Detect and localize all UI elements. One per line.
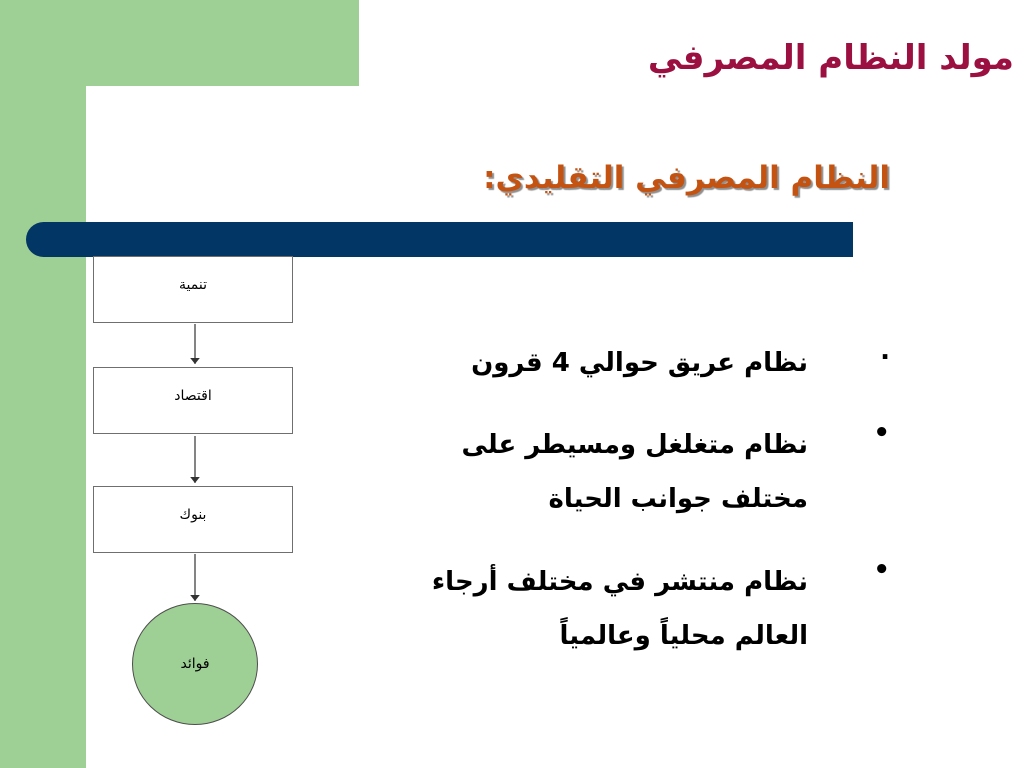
bullet-text — [388, 555, 808, 663]
flow-box-label: بنوك — [179, 506, 207, 523]
bullet-marker: . — [880, 336, 890, 366]
bullet-line: نظام متغلغل ومسيطر على — [461, 430, 808, 460]
bullet-line: نظام عريق حوالي 4 قرون — [471, 348, 808, 378]
slide-subtitle: النظام المصرفي التقليدي: — [483, 160, 890, 196]
bullet-line: نظام منتشر في مختلف أرجاء — [431, 567, 808, 597]
flow-box-label: تنمية — [179, 276, 207, 293]
bullet-line: مختلف جوانب الحياة — [548, 484, 808, 514]
bullet-marker: • — [873, 418, 890, 448]
slide-title: مولد النظام المصرفي — [647, 38, 1014, 78]
flow-circle-label: فوائد — [180, 656, 210, 672]
bullet-text — [388, 336, 808, 390]
bullet-line: العالم محلياً وعالمياً — [559, 621, 808, 651]
bullet-marker: • — [873, 555, 890, 585]
bullet-text — [388, 418, 808, 526]
flow-box-label: اقتصاد — [174, 387, 212, 404]
